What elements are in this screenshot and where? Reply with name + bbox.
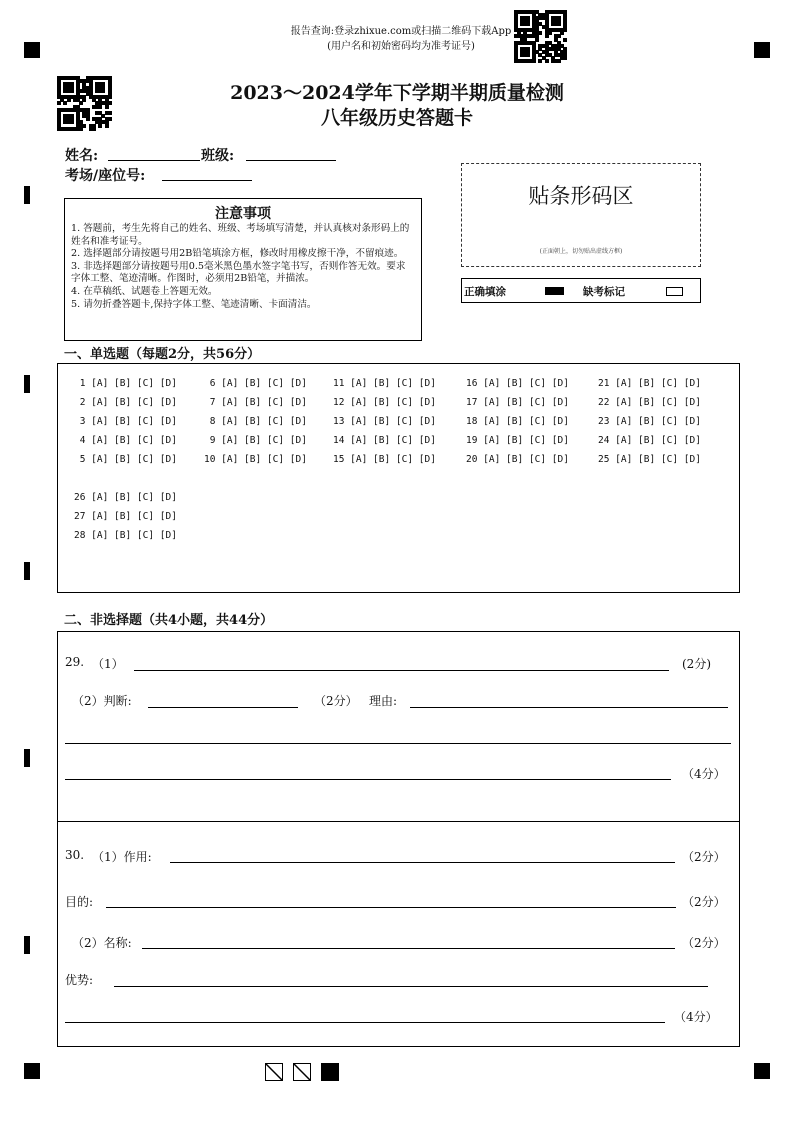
timing-mark xyxy=(24,749,30,767)
name-field[interactable] xyxy=(108,160,200,161)
notice-item: 4. 在草稿纸、试题卷上答题无效。 xyxy=(71,285,218,297)
q30-advantage-score: （4分） xyxy=(674,1010,718,1024)
class-field[interactable] xyxy=(246,160,336,161)
barcode-note: (正面朝上，切勿贴出虚线方框) xyxy=(539,248,623,255)
timing-mark xyxy=(24,562,30,580)
mcq-question-28[interactable]: 28 [A] [B] [C] [D] xyxy=(74,530,177,541)
correct-fill-sample xyxy=(545,287,564,295)
corner-mark-bottom-right xyxy=(754,1063,770,1079)
bottom-mark-solid xyxy=(321,1063,339,1081)
mcq-question-16[interactable]: 16 [A] [B] [C] [D] xyxy=(466,378,569,389)
mcq-question-7[interactable]: 7 [A] [B] [C] [D] xyxy=(204,397,307,408)
barcode-area xyxy=(461,163,701,267)
notice-box xyxy=(64,198,422,341)
q30-advantage-answer[interactable] xyxy=(114,986,708,987)
bottom-mark-slashed xyxy=(265,1063,283,1081)
q30-number: 30. xyxy=(65,848,85,862)
mcq-question-25[interactable]: 25 [A] [B] [C] [D] xyxy=(598,454,701,465)
mcq-question-12[interactable]: 12 [A] [B] [C] [D] xyxy=(333,397,436,408)
timing-mark xyxy=(24,936,30,954)
corner-mark-top-right xyxy=(754,42,770,58)
absent-mark-label: 缺考标记 xyxy=(583,286,625,298)
mcq-question-18[interactable]: 18 [A] [B] [C] [D] xyxy=(466,416,569,427)
mcq-question-11[interactable]: 11 [A] [B] [C] [D] xyxy=(333,378,436,389)
mcq-question-14[interactable]: 14 [A] [B] [C] [D] xyxy=(333,435,436,446)
q29-reason-answer[interactable] xyxy=(410,707,728,708)
timing-mark xyxy=(24,186,30,204)
mcq-question-8[interactable]: 8 [A] [B] [C] [D] xyxy=(204,416,307,427)
seat-label: 考场/座位号: xyxy=(65,168,146,184)
notice-item: 2. 选择题部分请按题号用2B铅笔填涂方框，修改时用橡皮擦干净，不留痕迹。 xyxy=(71,248,404,260)
mcq-question-24[interactable]: 24 [A] [B] [C] [D] xyxy=(598,435,701,446)
correct-fill-label: 正确填涂 xyxy=(464,286,506,298)
mcq-question-26[interactable]: 26 [A] [B] [C] [D] xyxy=(74,492,177,503)
q29-reason-score: （4分） xyxy=(682,767,726,781)
q30-purpose-score: （2分） xyxy=(682,895,726,909)
mcq-question-20[interactable]: 20 [A] [B] [C] [D] xyxy=(466,454,569,465)
mcq-question-23[interactable]: 23 [A] [B] [C] [D] xyxy=(598,416,701,427)
page-title-line1: 2023～2024学年下学期半期质量检测 xyxy=(230,82,564,104)
q30-part1-score: （2分） xyxy=(682,850,726,864)
q30-advantage-answer-line2[interactable] xyxy=(65,1022,665,1023)
mcq-question-22[interactable]: 22 [A] [B] [C] [D] xyxy=(598,397,701,408)
q30-part1-label: （1）作用: xyxy=(92,850,152,864)
mcq-question-17[interactable]: 17 [A] [B] [C] [D] xyxy=(466,397,569,408)
notice-item: 1. 答题前，考生先将自己的姓名、班级、考场填写清楚，并认真核对条形码上的姓名和准考证号。 xyxy=(71,223,410,247)
q29-part1-answer[interactable] xyxy=(134,670,669,671)
mcq-question-3[interactable]: 3 [A] [B] [C] [D] xyxy=(74,416,177,427)
mcq-question-10[interactable]: 10 [A] [B] [C] [D] xyxy=(204,454,307,465)
q30-name-answer[interactable] xyxy=(142,948,675,949)
timing-mark xyxy=(24,375,30,393)
q30-purpose-label: 目的: xyxy=(65,895,94,909)
corner-mark-top-left xyxy=(24,42,40,58)
name-label: 姓名: xyxy=(65,148,99,164)
mcq-question-13[interactable]: 13 [A] [B] [C] [D] xyxy=(333,416,436,427)
q29-part2-score: （2分） xyxy=(314,694,358,708)
page-title-line2: 八年级历史答题卡 xyxy=(320,107,473,129)
q29-judgment-answer[interactable] xyxy=(148,707,298,708)
mcq-question-5[interactable]: 5 [A] [B] [C] [D] xyxy=(74,454,177,465)
notice-item: 5. 请勿折叠答题卡,保持字体工整、笔迹清晰、卡面清洁。 xyxy=(71,298,317,310)
question-divider xyxy=(58,821,739,822)
q29-reason-answer-line2[interactable] xyxy=(65,743,731,744)
barcode-title: 贴条形码区 xyxy=(528,184,634,208)
class-label: 班级: xyxy=(201,148,235,164)
mcq-question-4[interactable]: 4 [A] [B] [C] [D] xyxy=(74,435,177,446)
mcq-question-9[interactable]: 9 [A] [B] [C] [D] xyxy=(204,435,307,446)
bottom-mark-slashed xyxy=(293,1063,311,1081)
corner-mark-bottom-left xyxy=(24,1063,40,1079)
section1-title: 一、单选题（每题2分，共56分） xyxy=(64,347,261,362)
q30-purpose-answer[interactable] xyxy=(106,907,676,908)
q30-part2-label: （2）名称: xyxy=(72,936,132,950)
seat-field[interactable] xyxy=(162,180,252,181)
mcq-question-21[interactable]: 21 [A] [B] [C] [D] xyxy=(598,378,701,389)
q30-part2-score: （2分） xyxy=(682,936,726,950)
q29-reason-answer-line3[interactable] xyxy=(65,779,671,780)
q29-part1-score: (2分) xyxy=(682,657,711,671)
mcq-question-27[interactable]: 27 [A] [B] [C] [D] xyxy=(74,511,177,522)
free-response-box xyxy=(57,631,740,1047)
mcq-question-2[interactable]: 2 [A] [B] [C] [D] xyxy=(74,397,177,408)
q29-part2-label: （2）判断: xyxy=(72,694,132,708)
report-hint-line2: (用户名和初始密码均为准考证号) xyxy=(327,41,475,52)
mcq-grid xyxy=(57,363,740,593)
mcq-question-1[interactable]: 1 [A] [B] [C] [D] xyxy=(74,378,177,389)
report-hint-line1: 报告查询:登录zhixue.com或扫描二维码下载App xyxy=(290,26,512,37)
q29-reason-label: 理由: xyxy=(369,694,398,708)
section2-title: 二、非选择题（共4小题，共44分） xyxy=(64,613,274,628)
q30-function-answer[interactable] xyxy=(170,862,675,863)
fill-legend xyxy=(461,278,701,303)
qr-code-icon xyxy=(514,10,566,62)
q29-part1-label: （1） xyxy=(92,657,124,671)
notice-title: 注意事项 xyxy=(215,206,271,222)
absent-mark-checkbox[interactable] xyxy=(666,287,683,296)
mcq-question-6[interactable]: 6 [A] [B] [C] [D] xyxy=(204,378,307,389)
q30-advantage-label: 优势: xyxy=(65,973,94,987)
mcq-question-15[interactable]: 15 [A] [B] [C] [D] xyxy=(333,454,436,465)
notice-item: 3. 非选择题部分请按题号用0.5毫米黑色墨水签字笔书写，否则作答无效。要求字体工整、笔迹清晰。作图时，必须用2B铅笔，并描浓。 xyxy=(71,260,406,285)
q29-number: 29. xyxy=(65,655,85,669)
mcq-question-19[interactable]: 19 [A] [B] [C] [D] xyxy=(466,435,569,446)
